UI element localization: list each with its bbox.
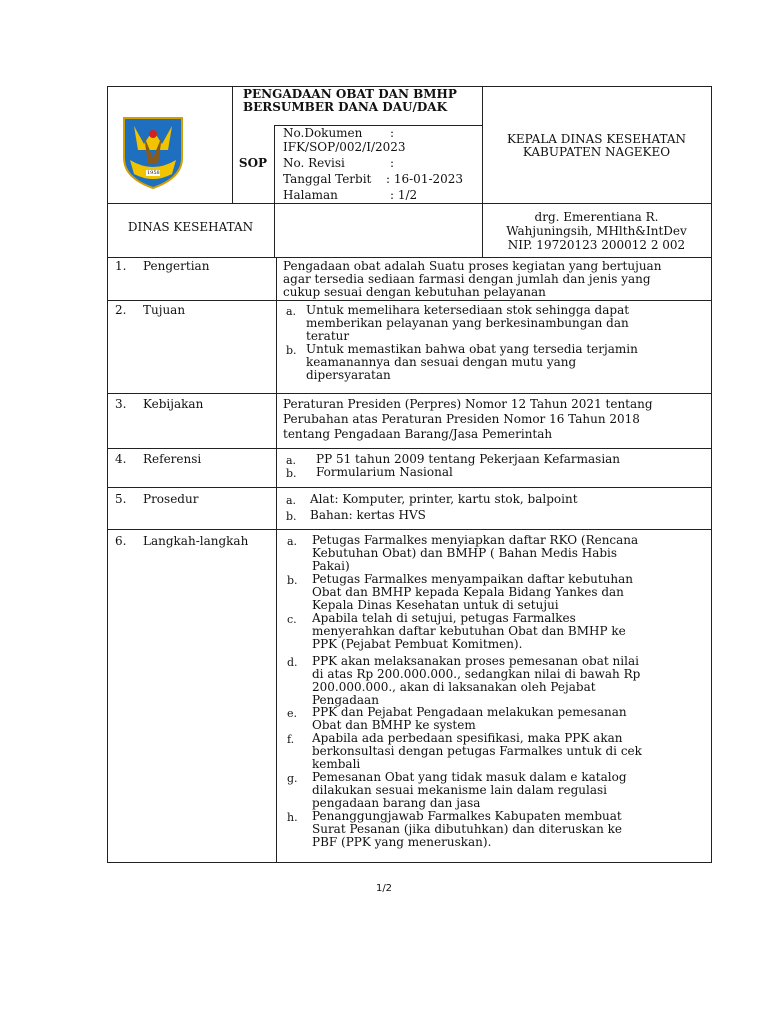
kebijakan-line: tentang Pengadaan Barang/Jasa Pemerintah xyxy=(283,427,553,441)
list-marker: f. xyxy=(287,733,295,746)
regency-logo xyxy=(120,114,186,190)
list-marker: d. xyxy=(287,656,298,669)
list-marker: h. xyxy=(287,811,298,824)
section-label-tujuan: Tujuan xyxy=(143,303,186,317)
step-line: Obat dan BMHP kepada Kepala Bidang Yankes dan xyxy=(312,585,624,599)
doc-number-value: IFK/SOP/002/I/2023 xyxy=(283,140,406,154)
tujuan-a-line: teratur xyxy=(306,329,350,343)
sop-label: SOP xyxy=(238,156,268,170)
prosedur-b: Bahan: kertas HVS xyxy=(310,508,426,522)
list-marker: a. xyxy=(286,454,297,467)
list-marker: c. xyxy=(287,613,297,626)
list-marker: a. xyxy=(287,535,298,548)
section-label-prosedur: Prosedur xyxy=(143,492,199,506)
list-marker: a. xyxy=(286,305,297,318)
step-line: dilakukan sesuai mekanisme lain dalam regulasi xyxy=(312,783,607,797)
step-line: Surat Pesanan (jika dibutuhkan) dan diteruskan ke xyxy=(312,822,622,836)
step-line: di atas Rp 200.000.000., sedangkan nilai di bawah Rp xyxy=(312,667,641,681)
section-number: 4. xyxy=(115,452,127,466)
pengertian-line: agar tersedia sediaan farmasi dengan jumlah dan jenis yang xyxy=(283,272,651,286)
list-marker: e. xyxy=(287,707,298,720)
page-label: Halaman xyxy=(283,188,338,202)
section-number: 2. xyxy=(115,303,127,317)
section-number: 1. xyxy=(115,259,127,273)
issue-date-label: Tanggal Terbit xyxy=(283,172,372,186)
section-number: 6. xyxy=(115,534,127,548)
document-title-line1: PENGADAAN OBAT DAN BMHP xyxy=(243,87,457,101)
office-line1: KEPALA DINAS KESEHATAN xyxy=(506,132,687,146)
issue-date-value: : 16-01-2023 xyxy=(386,172,464,186)
list-marker: b. xyxy=(286,467,297,480)
signer-name-line2: Wahjuningsih, MHlth&IntDev xyxy=(506,224,687,238)
revision-label: No. Revisi xyxy=(283,156,345,170)
step-line: Apabila telah di setujui, petugas Farmalkes xyxy=(312,611,576,625)
kebijakan-line: Perubahan atas Peraturan Presiden Nomor 16 Tahun 2018 xyxy=(283,412,640,426)
tujuan-b-line: keamanannya dan sesuai dengan mutu yang xyxy=(306,355,577,369)
step-line: Kebutuhan Obat) dan BMHP ( Bahan Medis Habis xyxy=(312,546,618,560)
section-label-referensi: Referensi xyxy=(143,452,202,466)
prosedur-a: Alat: Komputer, printer, kartu stok, balpoint xyxy=(310,492,578,506)
list-marker: b. xyxy=(286,510,297,523)
signer-nip: NIP. 19720123 200012 2 002 xyxy=(507,238,686,252)
step-line: Obat dan BMHP ke system xyxy=(312,718,476,732)
step-line: kembali xyxy=(312,757,361,771)
pengertian-line: cukup sesuai dengan kebutuhan pelayanan xyxy=(283,285,546,299)
list-marker: g. xyxy=(287,772,298,785)
tujuan-a-line: Untuk memelihara ketersediaan stok sehingga dapat xyxy=(306,303,630,317)
office-line2: KABUPATEN NAGEKEO xyxy=(522,145,671,159)
revision-colon: : xyxy=(390,156,395,170)
list-marker: b. xyxy=(286,344,297,357)
section-label-kebijakan: Kebijakan xyxy=(143,397,204,411)
document-title-line2: BERSUMBER DANA DAU/DAK xyxy=(243,100,447,114)
list-marker: a. xyxy=(286,494,297,507)
tujuan-b-line: Untuk memastikan bahwa obat yang tersedia terjamin xyxy=(306,342,638,356)
page-number: 1/2 xyxy=(375,883,393,894)
section-label-langkah: Langkah-langkah xyxy=(143,534,249,548)
step-line: PBF (PPK yang meneruskan). xyxy=(312,835,492,849)
step-line: PPK (Pejabat Pembuat Komitmen). xyxy=(312,637,523,651)
step-line: Petugas Farmalkes menyiapkan daftar RKO (Rencana xyxy=(312,533,639,547)
step-line: Pemesanan Obat yang tidak masuk dalam e katalog xyxy=(312,770,627,784)
section-label-pengertian: Pengertian xyxy=(143,259,210,273)
step-line: Penanggungjawab Farmalkes Kabupaten membuat xyxy=(312,809,622,823)
step-line: PPK akan melaksanakan proses pemesanan obat nilai xyxy=(312,654,639,668)
tujuan-a-line: memberikan pelayanan yang berkesinambungan dan xyxy=(306,316,629,330)
signer-name-line1: drg. Emerentiana R. xyxy=(534,210,659,224)
step-line: pengadaan barang dan jasa xyxy=(312,796,481,810)
step-line: Pengadaan xyxy=(312,693,379,707)
pengertian-line: Pengadaan obat adalah Suatu proses kegiatan yang bertujuan xyxy=(283,259,662,273)
doc-number-label: No.Dokumen xyxy=(283,126,363,140)
list-marker: b. xyxy=(287,574,298,587)
step-line: Apabila ada perbedaan spesifikasi, maka PPK akan xyxy=(312,731,623,745)
department-name: DINAS KESEHATAN xyxy=(127,220,254,234)
referensi-a: PP 51 tahun 2009 tentang Pekerjaan Kefarmasian xyxy=(316,452,621,466)
step-line: Kepala Dinas Kesehatan untuk di setujui xyxy=(312,598,559,612)
referensi-b: Formularium Nasional xyxy=(316,465,453,479)
step-line: berkonsultasi dengan petugas Farmalkes untuk di cek xyxy=(312,744,642,758)
kebijakan-line: Peraturan Presiden (Perpres) Nomor 12 Tahun 2021 tentang xyxy=(283,397,653,411)
page-value: : 1/2 xyxy=(390,188,418,202)
step-line: menyerahkan daftar kebutuhan Obat dan BMHP ke xyxy=(312,624,626,638)
logo-year: 1958 xyxy=(147,170,160,176)
step-line: Petugas Farmalkes menyampaikan daftar kebutuhan xyxy=(312,572,634,586)
step-line: Pakai) xyxy=(312,559,350,573)
doc-number-colon: : xyxy=(390,126,395,140)
tujuan-b-line: dipersyaratan xyxy=(306,368,391,382)
section-number: 3. xyxy=(115,397,127,411)
step-line: PPK dan Pejabat Pengadaan melakukan pemesanan xyxy=(312,705,627,719)
section-number: 5. xyxy=(115,492,127,506)
step-line: 200.000.000., akan di laksanakan oleh Pejabat xyxy=(312,680,596,694)
